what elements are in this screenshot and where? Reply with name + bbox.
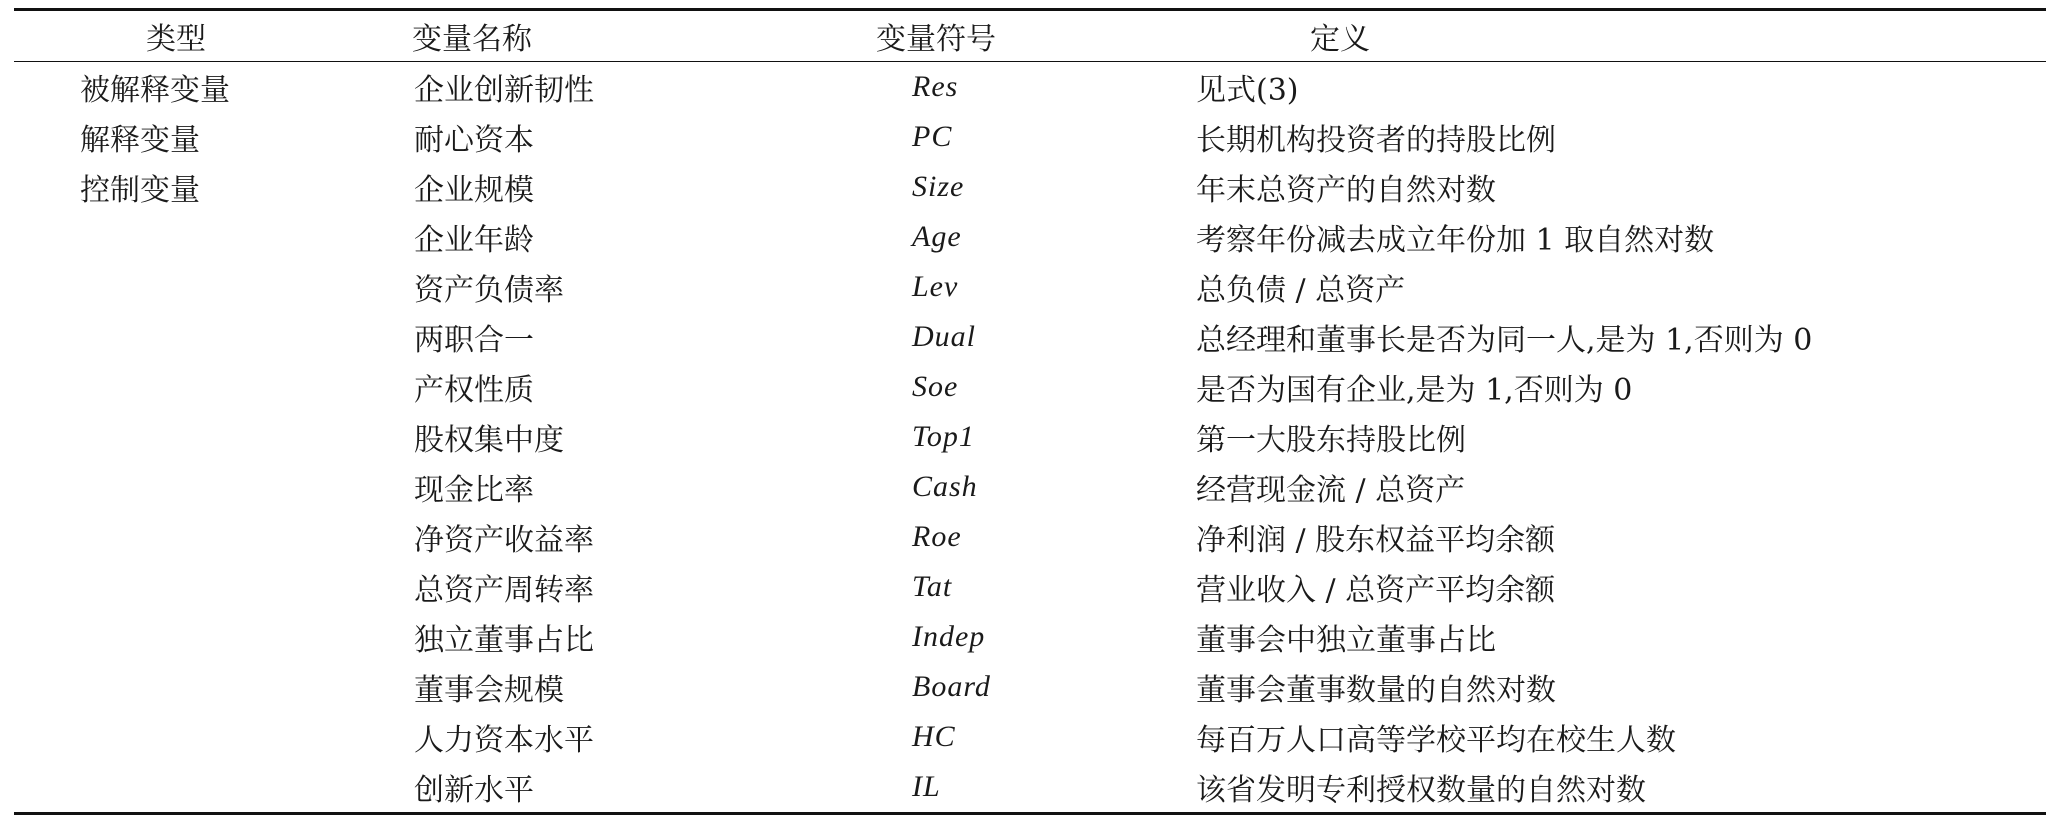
- table-row: [14, 612, 2046, 662]
- row-name: 耐心资本: [414, 123, 534, 158]
- row-definition: 总负债 / 总资产: [1196, 273, 1406, 308]
- header-definition: 定义: [1310, 22, 1370, 57]
- variable-definition-table: [14, 8, 2046, 815]
- row-definition: 营业收入 / 总资产平均余额: [1196, 573, 1556, 608]
- row-name: 独立董事占比: [414, 623, 594, 658]
- table-row: [14, 112, 2046, 162]
- row-name: 董事会规模: [414, 673, 564, 708]
- table-row: [14, 662, 2046, 712]
- row-symbol: Indep: [912, 620, 986, 653]
- row-name: 两职合一: [414, 323, 534, 358]
- table-row: [14, 162, 2046, 212]
- row-definition: 年末总资产的自然对数: [1196, 173, 1496, 208]
- row-name: 企业规模: [414, 173, 534, 208]
- table-row: [14, 262, 2046, 312]
- row-symbol: Board: [912, 670, 991, 703]
- row-symbol: Res: [912, 70, 959, 103]
- row-definition: 第一大股东持股比例: [1196, 423, 1466, 458]
- table-row: [14, 562, 2046, 612]
- row-symbol: Age: [912, 220, 962, 253]
- row-name: 产权性质: [414, 373, 534, 408]
- row-definition: 该省发明专利授权数量的自然对数: [1196, 773, 1646, 808]
- table-row: [14, 212, 2046, 262]
- row-name: 现金比率: [414, 473, 534, 508]
- table-body: [14, 62, 2046, 812]
- row-definition: 考察年份减去成立年份加 1 取自然对数: [1196, 223, 1715, 258]
- table-row: [14, 462, 2046, 512]
- row-name: 总资产周转率: [414, 573, 594, 608]
- row-symbol: Soe: [912, 370, 959, 403]
- row-name: 人力资本水平: [414, 723, 594, 758]
- row-definition: 总经理和董事长是否为同一人,是为 1,否则为 0: [1196, 323, 1813, 358]
- row-symbol: Cash: [912, 470, 978, 503]
- header-name: 变量名称: [412, 22, 532, 57]
- table-row: [14, 762, 2046, 812]
- row-name: 创新水平: [414, 773, 534, 808]
- row-definition: 见式(3): [1196, 73, 1299, 108]
- row-symbol: Tat: [912, 570, 953, 603]
- header-symbol: 变量符号: [876, 22, 996, 57]
- table-header-row: [14, 11, 2046, 61]
- row-definition: 净利润 / 股东权益平均余额: [1196, 523, 1556, 558]
- row-symbol: PC: [912, 120, 953, 153]
- table-row: [14, 312, 2046, 362]
- row-symbol: IL: [912, 770, 941, 803]
- row-name: 股权集中度: [414, 423, 564, 458]
- row-symbol: Top1: [912, 420, 975, 453]
- row-symbol: Lev: [912, 270, 959, 303]
- row-name: 净资产收益率: [414, 523, 594, 558]
- row-symbol: Dual: [912, 320, 976, 353]
- table-row: [14, 712, 2046, 762]
- row-type: 解释变量: [80, 123, 200, 158]
- row-definition: 董事会董事数量的自然对数: [1196, 673, 1556, 708]
- row-definition: 长期机构投资者的持股比例: [1196, 123, 1556, 158]
- row-definition: 董事会中独立董事占比: [1196, 623, 1496, 658]
- row-type: 控制变量: [80, 173, 200, 208]
- row-symbol: Roe: [912, 520, 962, 553]
- row-name: 资产负债率: [414, 273, 564, 308]
- table-row: [14, 362, 2046, 412]
- row-definition: 每百万人口高等学校平均在校生人数: [1196, 723, 1676, 758]
- header-type: 类型: [146, 22, 206, 57]
- table-row: [14, 412, 2046, 462]
- table-bottom-rule: [14, 812, 2046, 815]
- row-symbol: Size: [912, 170, 965, 203]
- row-name: 企业创新韧性: [414, 73, 594, 108]
- row-definition: 是否为国有企业,是为 1,否则为 0: [1196, 373, 1633, 408]
- row-type: 被解释变量: [80, 73, 230, 108]
- row-definition: 经营现金流 / 总资产: [1196, 473, 1466, 508]
- row-name: 企业年龄: [414, 223, 534, 258]
- table-row: [14, 62, 2046, 112]
- row-symbol: HC: [912, 720, 956, 753]
- table-row: [14, 512, 2046, 562]
